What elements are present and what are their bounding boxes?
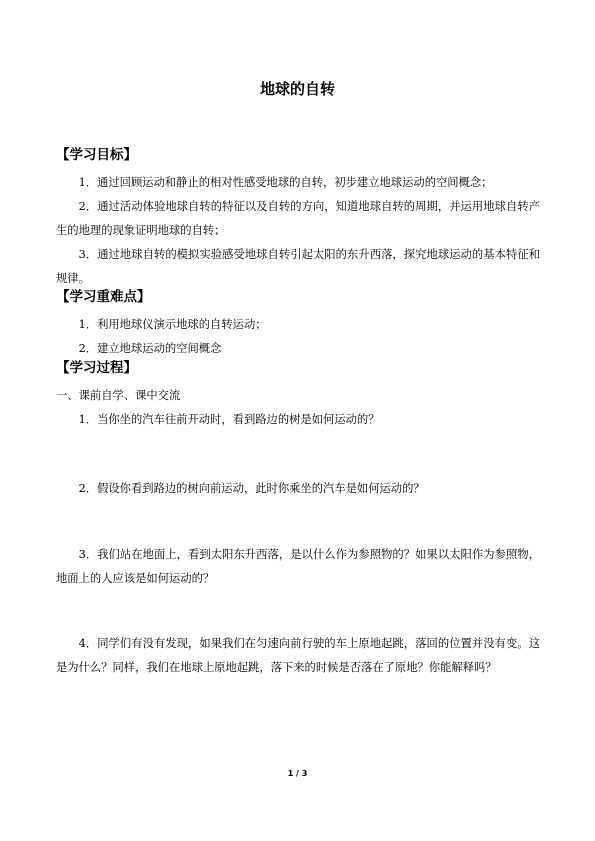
objective-item-3: 3．通过地球自转的模拟实验感受地球自转引起太阳的东升西落，探究地球运动的基本特征和规律。 [56, 248, 540, 285]
question-3: 3．我们站在地面上，看到太阳东升西落，是以什么作为参照物的？如果以太阳作为参照物，地面上的人应该是如何运动的？ [56, 548, 540, 585]
key-point-item-2: 2．建立地球运动的空间概念 [78, 342, 222, 355]
process-subheading: 一、课前自学、课中交流 [56, 389, 181, 402]
objective-item-2: 2．通过活动体验地球自转的特征以及自转的方向，知道地球自转的周期，并运用地球自转产生的地理的现象证明地球的自转； [56, 200, 540, 237]
objectives-heading: 【学习目标】 [56, 147, 137, 163]
process-heading: 【学习过程】 [56, 360, 137, 376]
question-1: 1．当你坐的汽车往前开动时，看到路边的树是如何运动的？ [78, 413, 380, 426]
question-4: 4．同学们有没有发现，如果我们在匀速向前行驶的车上原地起跳，落回的位置并没有变。这是为什么？同样，我们在地球上原地起跳，落下来的时候是否落在了原地？你能解释吗？ [56, 637, 540, 674]
key-point-item-1: 1．利用地球仪演示地球的自转运动； [78, 318, 267, 331]
question-2: 2．假设你看到路边的树向前运动，此时你乘坐的汽车是如何运动的？ [78, 482, 425, 495]
key-points-heading: 【学习重难点】 [56, 289, 151, 305]
document-title: 地球的自转 [259, 80, 335, 98]
objective-item-1: 1．通过回顾运动和静止的相对性感受地球的自转，初步建立地球运动的空间概念； [78, 176, 493, 189]
page-number: 1 / 3 [287, 769, 308, 778]
